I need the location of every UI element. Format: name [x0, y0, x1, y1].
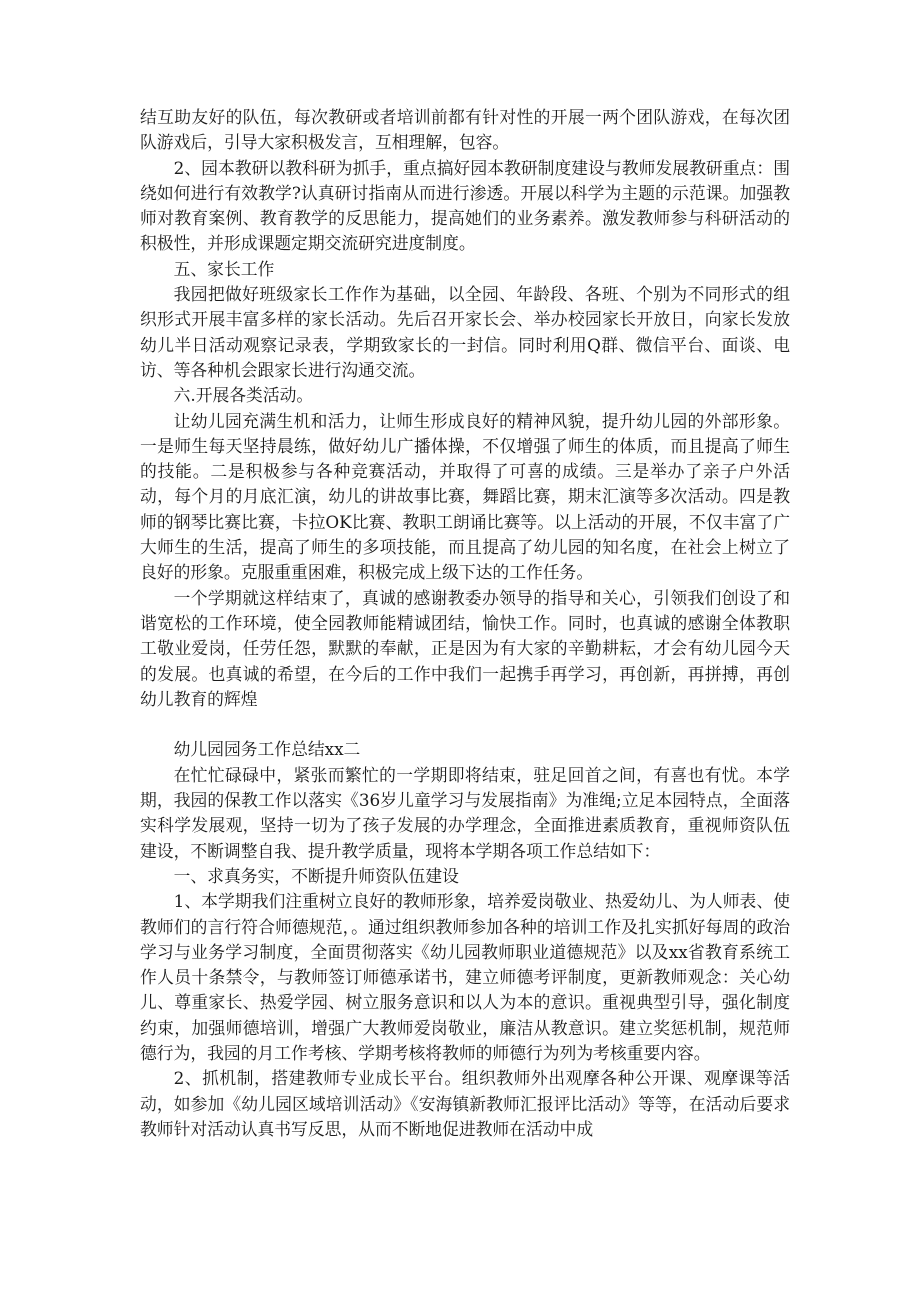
paragraph-teacher-growth: 2、抓机制，搭建教师专业成长平台。组织教师外出观摩各种公开课、观摩课等活动，如参加《幼儿园区域培训活动》《安海镇新教师汇报评比活动》等等，在活动后要求教师针对活动认真书写反思，从而不断地促进教师在活动中成 — [140, 1068, 790, 1139]
paragraph-closing: 一个学期就这样结束了，真诚的感谢教委办领导的指导和关心，引领我们创设了和谐宽松的工作环境，使全园教师能精诚团结，愉快工作。同时，也真诚的感谢全体教职工敬业爱岗，任劳任怨，默默的奉献，正是因为有大家的辛勤耕耘，才会有幼儿园今天的发展。也真诚的希望，在今后的工作中我们一起携手再学习，再创新，再拼搏，再创幼儿教育的辉煌 — [140, 587, 790, 709]
paragraph-parent-work: 我园把做好班级家长工作作为基础，以全园、年龄段、各班、个别为不同形式的组织形式开展丰富多样的家长活动。先后召开家长会、举办校园家长开放日，向家长发放幼儿半日活动观察记录表，学期致家长的一封信。同时利用Q群、微信平台、面谈、电访、等各种机会跟家长进行沟通交流。 — [140, 284, 790, 380]
paragraph-intro: 在忙忙碌碌中，紧张而繁忙的一学期即将结束，驻足回首之间，有喜也有忧。本学期，我园的保教工作以落实《36岁儿童学习与发展指南》为准绳;立足本园特点，全面落实科学发展观，坚持一切为了孩子发展的办学理念，全面推进素质教育，重视师资队伍建设，不断调整自我、提升教学质量，现将本学期各项工作总结如下： — [140, 764, 790, 861]
paragraph-activities: 让幼儿园充满生机和活力，让师生形成良好的精神风貌，提升幼儿园的外部形象。一是师生每天坚持晨练，做好幼儿广播体操，不仅增强了师生的体质，而且提高了师生的技能。二是积极参与各种竞赛活动，并取得了可喜的成绩。三是举办了亲子户外活动，每个月的月底汇演，幼儿的讲故事比赛，舞蹈比赛，期末汇演等多次活动。四是教师的钢琴比赛比赛，卡拉OK比赛、教职工朗诵比赛等。以上活动的开展，不仅丰富了广大师生的生活，提高了师生的多项技能，而且提高了幼儿园的知名度，在社会上树立了良好的形象。克服重重困难，积极完成上级下达的工作任务。 — [140, 410, 790, 583]
section-title: 幼儿园园务工作总结xx二 — [173, 739, 361, 760]
heading-activities: 六.开展各类活动。 — [173, 385, 314, 406]
paragraph-teacher-ethics: 1、本学期我们注重树立良好的教师形象，培养爱岗敬业、热爱幼儿、为人师表、使教师们的言行符合师德规范，。通过组织教师参加各种的培训工作及扎实抓好每周的政治学习与业务学习制度，全面贯彻落实《幼儿园教师职业道德规范》以及xx省教育系统工作人员十条禁令，与教师签订师德承诺书，建立师德考评制度，更新教师观念：关心幼儿、尊重家长、热爱学园、树立服务意识和以人为本的意识。重视典型引导，强化制度约束，加强师德培训，增强广大教师爱岗敬业，廉洁从教意识。建立奖惩机制，规范师德行为，我园的月工作考核、学期考核将教师的师德行为列为考核重要内容。 — [140, 891, 790, 1063]
document-body — [140, 105, 790, 1142]
heading-parent-work: 五、家长工作 — [173, 258, 275, 279]
paragraph-continuation: 结互助友好的队伍，每次教研或者培训前都有针对性的开展一两个团队游戏，在每次团队游戏后，引导大家积极发言，互相理解，包容。 — [140, 107, 790, 153]
heading-teacher-team: 一、求真务实，不断提升师资队伍建设 — [173, 865, 459, 886]
section-spacer — [140, 712, 790, 737]
paragraph-teaching-research: 2、园本教研以教科研为抓手，重点搞好园本教研制度建设与教师发展教研重点：围绕如何进行有效教学?认真研讨指南从而进行渗透。开展以科学为主题的示范课。加强教师对教育案例、教育教学的反思能力，提高她们的业务素养。激发教师参与科研活动的积极性，并形成课题定期交流研究进度制度。 — [140, 157, 790, 254]
